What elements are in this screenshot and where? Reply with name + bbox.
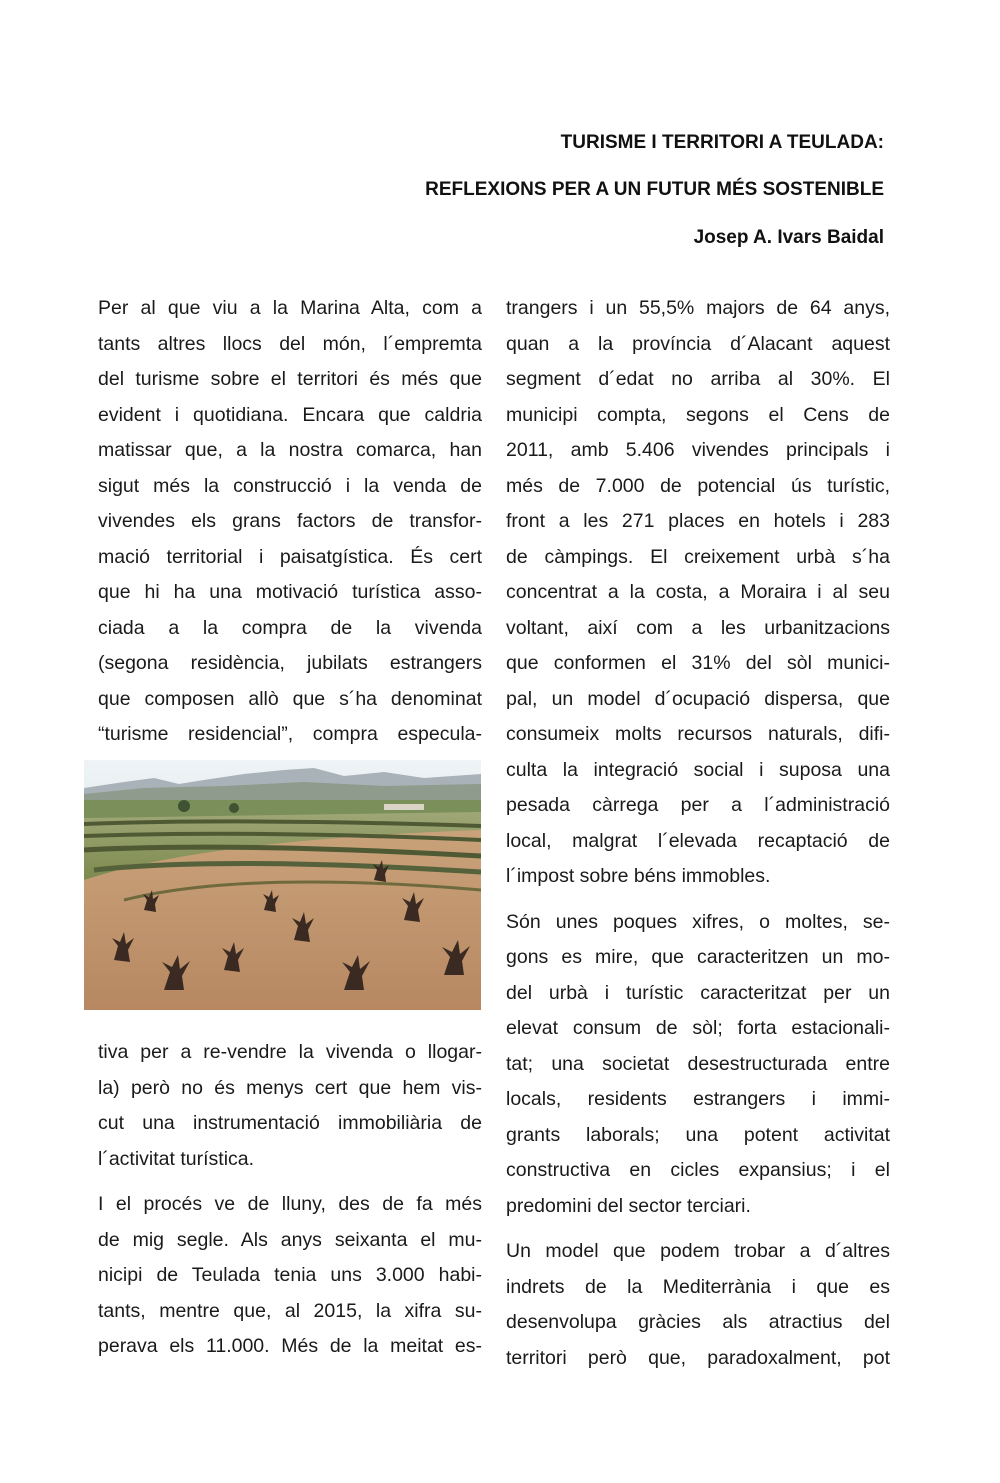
text-line: local, malgrat l´elevada recaptació de xyxy=(506,829,890,852)
text-line: culta la integració social i suposa una xyxy=(506,758,890,781)
text-line: cut una instrumentació immobiliària de xyxy=(98,1112,482,1134)
text-line: consumeix molts recursos naturals, difi- xyxy=(506,723,890,745)
text-line: constructiva en cicles expansius; i el xyxy=(506,1159,890,1181)
text-line: sigut més la construcció i la venda de xyxy=(98,474,482,497)
text-line: gons es mire, que caracteritzen un mo- xyxy=(506,946,890,968)
text-line: predomini del sector terciari. xyxy=(506,1194,751,1217)
text-line: concentrat a la costa, a Moraira i al seu xyxy=(506,581,890,603)
text-line: que composen allò que s´ha denominat xyxy=(98,687,482,710)
text-line: l´impost sobre béns immobles. xyxy=(506,865,771,887)
text-line: perava els 11.000. Més de la meitat es- xyxy=(98,1335,482,1357)
text-line: de mig segle. Als anys seixanta el mu- xyxy=(98,1228,482,1251)
text-line: front a les 271 places en hotels i 283 xyxy=(506,510,890,532)
vineyard-photo-svg xyxy=(84,760,481,1010)
right-paragraph-1 xyxy=(506,291,890,895)
text-line: (segona residència, jubilats estrangers xyxy=(98,652,482,674)
text-line: de càmpings. El creixement urbà s´ha xyxy=(506,545,890,568)
text-line: trangers i un 55,5% majors de 64 anys, xyxy=(506,297,890,319)
text-line: que conformen el 31% del sòl munici- xyxy=(506,652,890,674)
text-line: mació territorial i paisatgística. És cert xyxy=(98,545,482,568)
text-line: tants, mentre que, al 2015, la xifra su- xyxy=(98,1299,482,1322)
text-line: del turisme sobre el territori és més que xyxy=(98,368,482,390)
text-line: quan a la província d´Alacant aquest xyxy=(506,332,890,355)
left-paragraph-1 xyxy=(98,291,482,753)
text-line: pesada càrrega per a l´administració xyxy=(506,794,890,816)
left-column-top xyxy=(98,291,482,753)
text-line: tants altres llocs del món, l´empremta xyxy=(98,332,482,355)
text-line: vivendes els grans factors de transfor- xyxy=(98,510,482,532)
text-line: Per al que viu a la Marina Alta, com a xyxy=(98,297,482,319)
text-line: I el procés ve de lluny, des de fa més xyxy=(98,1193,482,1215)
text-line: l´activitat turística. xyxy=(98,1147,255,1170)
article-author: Josep A. Ivars Baidal xyxy=(693,227,884,248)
text-line: Són unes poques xifres, o moltes, se- xyxy=(506,910,890,933)
text-line: territori però que, paradoxalment, pot xyxy=(506,1346,890,1369)
text-line: la) però no és menys cert que hem vis- xyxy=(98,1076,482,1099)
text-line: municipi compta, segons el Cens de xyxy=(506,403,890,426)
text-line: ciada a la compra de la vivenda xyxy=(98,616,482,639)
article-title-line-1: TURISME I TERRITORI A TEULADA: xyxy=(560,132,884,153)
text-line: matissar que, a la nostra comarca, han xyxy=(98,439,482,461)
text-line: que hi ha una motivació turística asso- xyxy=(98,581,482,603)
text-line: segment d´edat no arriba al 30%. El xyxy=(506,368,890,390)
vineyard-landscape-photo xyxy=(84,760,481,1010)
text-line: tat; una societat desestructurada entre xyxy=(506,1052,890,1075)
text-line: grants laborals; una potent activitat xyxy=(506,1123,890,1146)
text-line: desenvolupa gràcies als atractius del xyxy=(506,1311,890,1333)
article-title-line-2: REFLEXIONS PER A UN FUTUR MÉS SOSTENIBLE xyxy=(425,179,884,200)
text-line: 2011, amb 5.406 vivendes principals i xyxy=(506,439,890,461)
text-line: “turisme residencial”, compra especula- xyxy=(98,723,482,745)
left-paragraph-3 xyxy=(98,1187,482,1365)
text-line: locals, residents estrangers i immi- xyxy=(506,1088,890,1110)
text-line: pal, un model d´ocupació dispersa, que xyxy=(506,687,890,710)
right-paragraph-3 xyxy=(506,1234,890,1376)
text-line: més de 7.000 de potencial ús turístic, xyxy=(506,474,890,497)
text-line: voltant, així com a les urbanitzacions xyxy=(506,616,890,639)
text-line: elevat consum de sòl; forta estacionali- xyxy=(506,1017,890,1039)
right-column xyxy=(506,291,890,1376)
text-line: nicipi de Teulada tenia uns 3.000 habi- xyxy=(98,1264,482,1286)
text-line: indrets de la Mediterrània i que es xyxy=(506,1275,890,1298)
text-line: del urbà i turístic caracteritzat per un xyxy=(506,981,890,1004)
text-line: tiva per a re-vendre la vivenda o llogar- xyxy=(98,1041,482,1063)
left-paragraph-2 xyxy=(98,1035,482,1177)
text-line: Un model que podem trobar a d´altres xyxy=(506,1240,890,1262)
left-column-bottom xyxy=(98,1035,482,1365)
right-paragraph-2 xyxy=(506,905,890,1225)
text-line: evident i quotidiana. Encara que caldria xyxy=(98,403,482,426)
